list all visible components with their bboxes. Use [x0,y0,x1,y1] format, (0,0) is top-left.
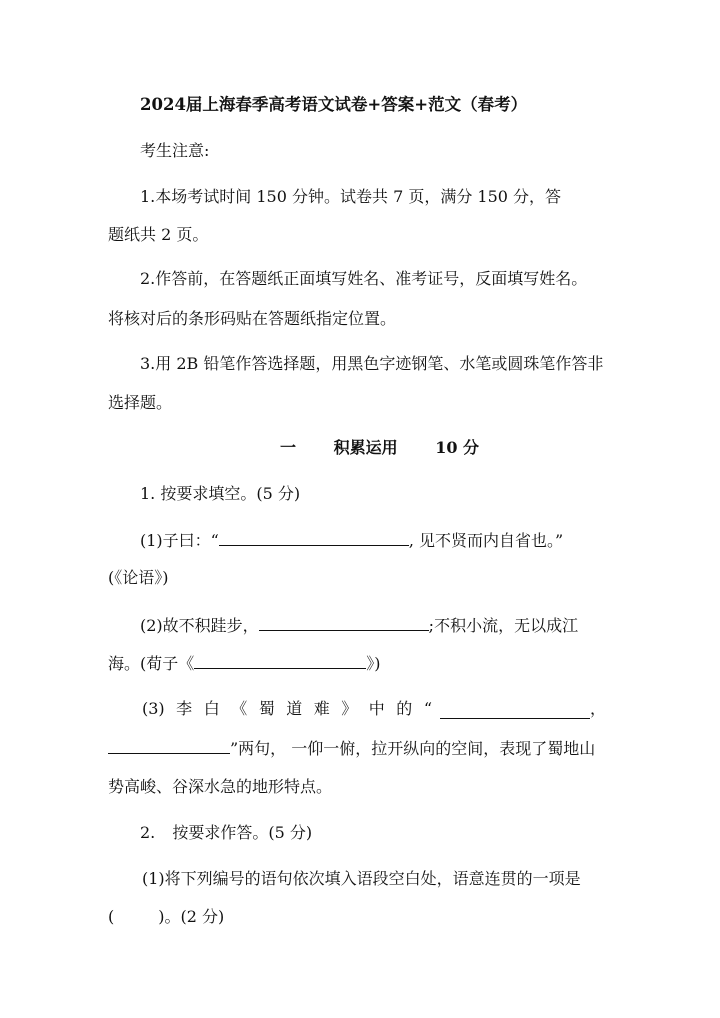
q1-part-3-char: 难 [313,699,330,718]
q1-part-3-char: 道 [286,699,303,718]
question-2-number: 2. [140,823,156,842]
q1-part-3-spread-text [142,699,432,719]
q1-part-3-char: (3) [142,699,165,718]
q1-part-1-suffix: , 见不贤而内自省也。” [408,531,564,550]
q1-part-3-char: 《 [231,699,248,718]
q1-part-2-line-2 [108,653,628,674]
q1-part-2-source-blank[interactable] [194,653,366,669]
question-2-heading [140,823,660,843]
notice-item-2-line-1: 2.作答前，在答题纸正面填写姓名、准考证号，反面填写姓名。 [140,269,588,288]
q1-part-3-char: 》 [341,699,358,718]
q2-part-1-close-paren: )。(2 分) [158,907,225,926]
q1-part-3-char: 李 [176,699,193,718]
q1-part-3-answer-blank-1[interactable] [440,703,590,719]
document-title: 2024届上海春季高考语文试卷+答案+范文（春考） [140,95,528,114]
question-1-heading: 1. 按要求填空。(5 分) [140,484,301,503]
notice-item-2-line-2: 将核对后的条形码贴在答题纸指定位置。 [108,309,397,328]
q1-part-1-prefix: (1)子曰：“ [140,531,219,550]
q1-part-3-comma: ， [590,699,607,718]
section-name: 积累运用 [333,438,398,457]
q1-part-3-line-2-text: ”两句， 一仰一俯，拉开纵向的空间，表现了蜀地山 [230,739,596,758]
q2-part-1-line-2 [108,907,628,927]
q1-part-2-source-prefix: 海。(荀子《 [108,654,195,673]
q1-part-2-answer-blank[interactable] [259,615,429,631]
notice-item-3-line-2: 选择题。 [108,393,173,412]
q1-part-2-line-1 [140,615,630,636]
q1-part-3-line-1 [142,699,612,719]
q1-part-1-line-2: (《论语》) [108,568,169,587]
q1-part-1-line-1 [140,530,630,551]
q1-part-3-char: “ [423,699,432,718]
q1-part-3-char: 的 [396,699,413,718]
q1-part-3-char: 白 [203,699,220,718]
notice-item-1-line-2: 题纸共 2 页。 [108,225,209,244]
notice-item-3-line-1: 3.用 2B 铅笔作答选择题，用黑色字迹钢笔、水笔或圆珠笔作答非 [140,354,604,373]
section-score: 10 分 [435,438,480,457]
question-2-text: 按要求作答。(5 分) [172,823,313,842]
q1-part-3-char: 蜀 [258,699,275,718]
q1-part-3-answer-blank-2[interactable] [108,738,230,754]
q1-part-2-prefix: (2)故不积跬步， [140,616,259,635]
q1-part-3-char: 中 [368,699,385,718]
section-header [280,438,500,458]
q1-part-3-line-2 [108,738,628,759]
q1-part-1-answer-blank[interactable] [219,530,409,546]
section-number: 一 [280,438,297,457]
q2-part-1-open-paren: ( [108,907,115,926]
q1-part-3-line-3: 势高峻、谷深水急的地形特点。 [108,777,333,796]
notice-item-1-line-1: 1.本场考试时间 150 分钟。试卷共 7 页，满分 150 分，答 [140,187,562,206]
notice-heading: 考生注意: [140,141,210,160]
q1-part-2-suffix: ;不积小流，无以成江 [428,616,579,635]
q1-part-2-source-suffix: 》) [366,654,381,673]
q2-part-1-line-1: (1)将下列编号的语句依次填入语段空白处，语意连贯的一项是 [142,869,581,888]
